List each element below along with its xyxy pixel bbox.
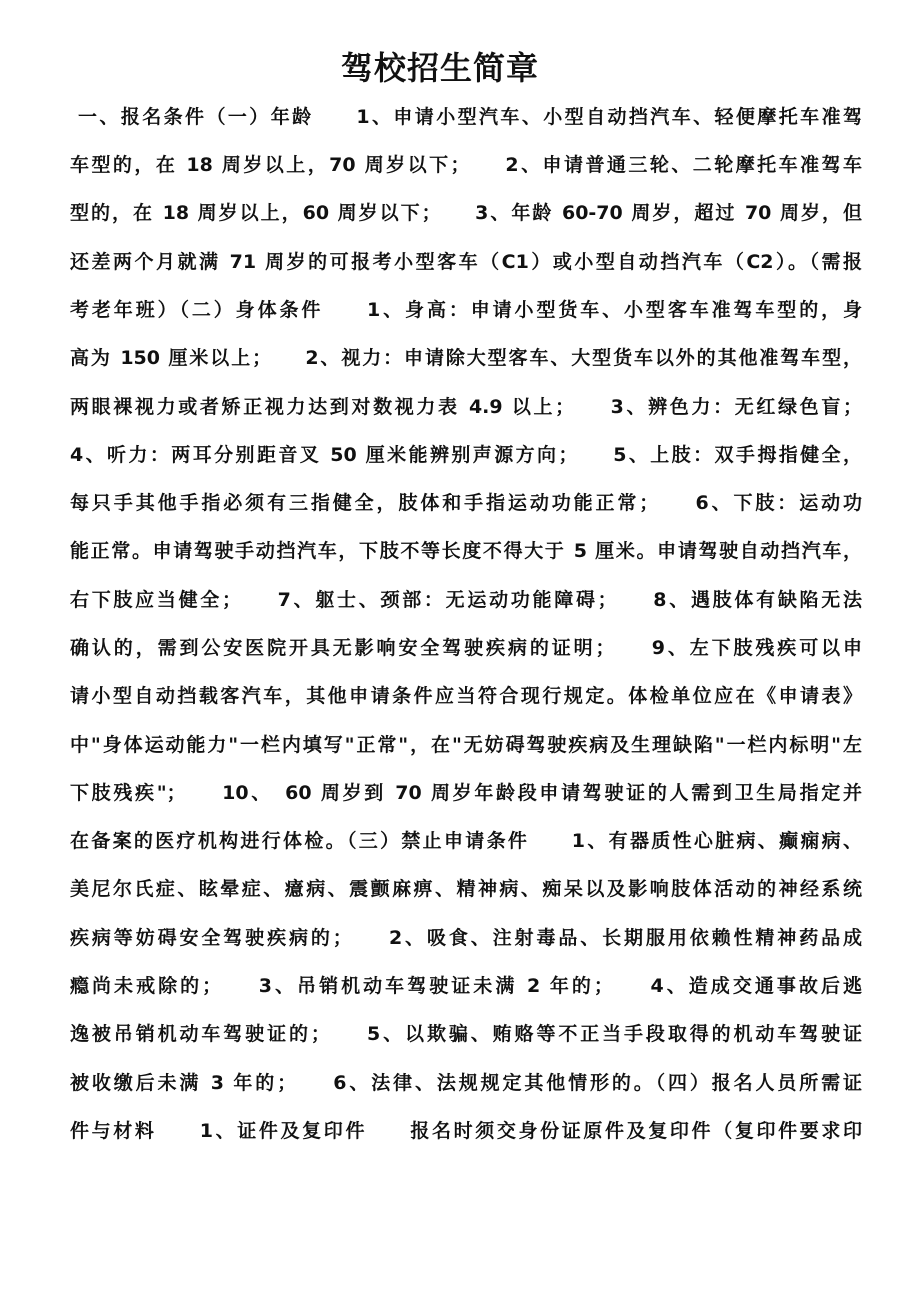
body-line-6: 高为 150 厘米以上； 2、视力：申请除大型客车、大型货车以外的其他准驾车型，: [70, 347, 862, 369]
body-line-15: 下肢残疾"； 10、 60 周岁到 70 周岁年龄段申请驾驶证的人需到卫生局指定并: [70, 782, 862, 804]
body-line-12: 确认的，需到公安医院开具无影响安全驾驶疾病的证明； 9、左下肢残疾可以申: [70, 637, 862, 659]
body-line-1: 一、报名条件（一）年龄 1、申请小型汽车、小型自动挡汽车、轻便摩托车准驾: [78, 106, 862, 128]
body-line-16: 在备案的医疗机构进行体检。（三）禁止申请条件 1、有器质性心脏病、癫痫病、: [70, 830, 862, 852]
body-line-18: 疾病等妨碍安全驾驶疾病的； 2、吸食、注射毒品、长期服用依赖性精神药品成: [70, 927, 862, 949]
body-line-3: 型的，在 18 周岁以上，60 周岁以下； 3、年龄 60-70 周岁，超过 70 周岁，但: [70, 202, 862, 224]
body-line-22: 件与材料 1、证件及复印件 报名时须交身份证原件及复印件（复印件要求印: [70, 1120, 862, 1142]
body-line-19: 瘾尚未戒除的； 3、吊销机动车驾驶证未满 2 年的； 4、造成交通事故后逃: [70, 975, 862, 997]
document-title: 驾校招生简章: [340, 49, 539, 87]
body-line-9: 每只手其他手指必须有三指健全，肢体和手指运动功能正常； 6、下肢：运动功: [70, 492, 862, 514]
body-line-4: 还差两个月就满 71 周岁的可报考小型客车（C1）或小型自动挡汽车（C2）。（需报: [70, 251, 862, 273]
body-line-20: 逸被吊销机动车驾驶证的； 5、以欺骗、贿赂等不正当手段取得的机动车驾驶证: [70, 1023, 862, 1045]
body-line-5: 考老年班）（二）身体条件 1、身高：申请小型货车、小型客车准驾车型的，身: [70, 299, 862, 321]
body-line-11: 右下肢应当健全； 7、躯士、颈部：无运动功能障碍； 8、遇肢体有缺陷无法: [70, 589, 862, 611]
body-line-14: 中"身体运动能力"一栏内填写"正常"，在"无妨碍驾驶疾病及生理缺陷"一栏内标明"左: [70, 734, 862, 756]
body-line-17: 美尼尔氏症、眩晕症、癔病、震颤麻痹、精神病、痴呆以及影响肢体活动的神经系统: [70, 878, 862, 900]
body-line-21: 被收缴后未满 3 年的； 6、法律、法规规定其他情形的。（四）报名人员所需证: [70, 1072, 862, 1094]
body-line-7: 两眼裸视力或者矫正视力达到对数视力表 4.9 以上； 3、辨色力：无红绿色盲；: [70, 396, 862, 418]
body-line-13: 请小型自动挡载客汽车，其他申请条件应当符合现行规定。体检单位应在《申请表》: [70, 685, 862, 707]
body-line-2: 车型的，在 18 周岁以上，70 周岁以下； 2、申请普通三轮、二轮摩托车准驾车: [70, 154, 862, 176]
body-line-8: 4、听力：两耳分别距音叉 50 厘米能辨别声源方向； 5、上肢：双手拇指健全，: [70, 444, 862, 466]
body-line-10: 能正常。申请驾驶手动挡汽车，下肢不等长度不得大于 5 厘米。申请驾驶自动挡汽车，: [70, 540, 862, 562]
